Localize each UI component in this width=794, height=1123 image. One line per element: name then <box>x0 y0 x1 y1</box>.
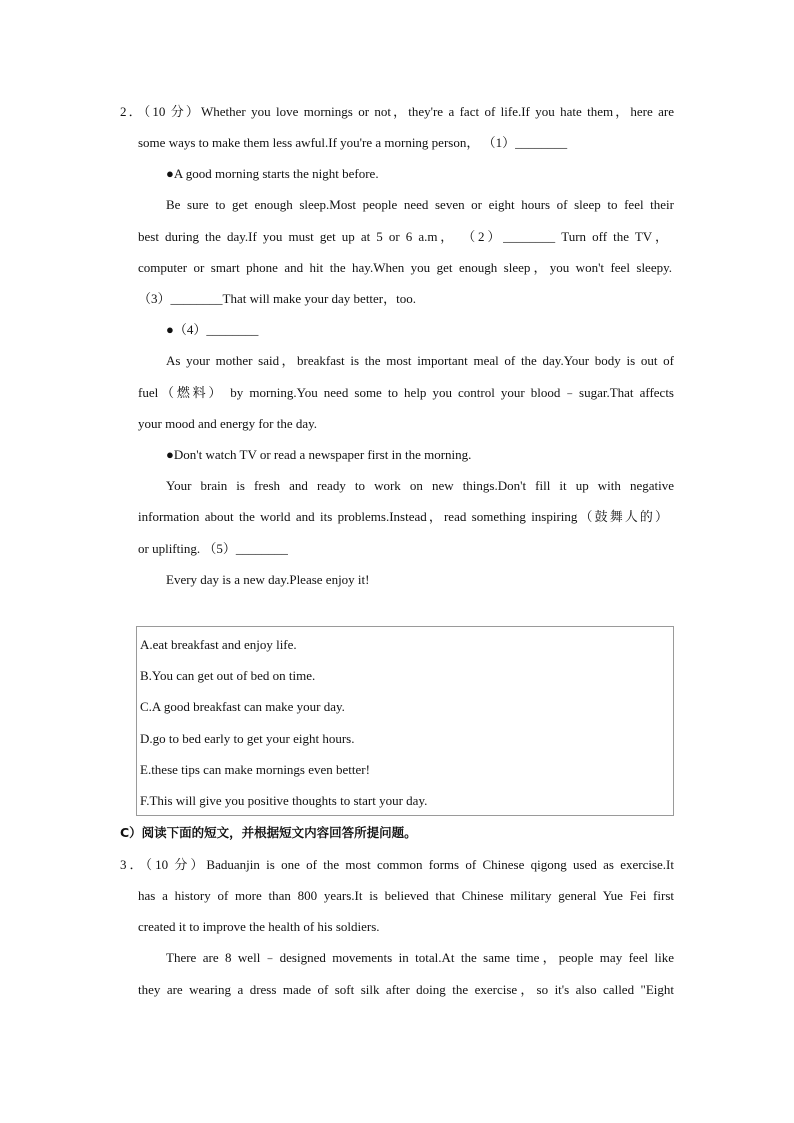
q2-p2-heading: ●（4）________ <box>166 322 259 337</box>
option-c: C.A good breakfast can make your day. <box>140 699 345 714</box>
q2-closing: Every day is a new day.Please enjoy it! <box>166 572 370 587</box>
q2-header-line-1: 2．（10 分）Whether you love mornings or not，they're a fact of life.If you hate them，here are <box>120 104 674 119</box>
q2-p1-line-4: （3）________That will make your day better，too. <box>138 291 417 306</box>
option-e: E.these tips can make mornings even better! <box>140 762 370 777</box>
option-a: A.eat breakfast and enjoy life. <box>140 637 297 652</box>
q2-p1-line-2: best during the day.If you must get up at 5 or 6 a.m， （2）________ Turn off the TV， <box>138 229 668 244</box>
q3-line-3: created it to improve the health of his soldiers. <box>138 919 380 934</box>
q2-p2-line-2: fuel（燃料） by morning.You need some to help you control your blood﹣sugar.That affects <box>138 385 674 400</box>
q2-p3-heading: ●Don't watch TV or read a newspaper first in the morning. <box>166 447 472 462</box>
options-box <box>136 626 674 816</box>
q2-header-line-2: some ways to make them less awful.If you're a morning person， （1）________ <box>138 135 568 150</box>
q3-line-2: has a history of more than 800 years.It is believed that Chinese military general Yue Fei first <box>138 888 674 903</box>
q3-line-5: they are wearing a dress made of soft silk after doing the exercise，so it's also called "Eight <box>138 982 674 997</box>
section-c-heading: C）阅读下面的短文，并根据短文内容回答所提问题。 <box>120 825 417 840</box>
q2-p3-line-1: Your brain is fresh and ready to work on new things.Don't fill it up with negative <box>166 478 674 493</box>
q2-p1-line-1: Be sure to get enough sleep.Most people need seven or eight hours of sleep to feel their <box>166 197 674 212</box>
q3-line-1: 3．（10 分）Baduanjin is one of the most common forms of Chinese qigong used as exercise.It <box>120 857 674 872</box>
option-b: B.You can get out of bed on time. <box>140 668 316 683</box>
q3-line-4: There are 8 well﹣designed movements in total.At the same time，people may feel like <box>166 950 674 965</box>
q2-p2-line-3: your mood and energy for the day. <box>138 416 318 431</box>
q2-p1-line-3: computer or smart phone and hit the hay.When you get enough sleep，you won't feel sleepy. <box>138 260 672 275</box>
q2-p3-line-2: information about the world and its problems.Instead，read something inspiring（鼓舞人的） <box>138 509 668 524</box>
q2-p3-line-3: or uplifting. （5）________ <box>138 541 288 556</box>
option-f: F.This will give you positive thoughts to start your day. <box>140 793 428 808</box>
q2-p2-line-1: As your mother said，breakfast is the most important meal of the day.Your body is out of <box>166 353 674 368</box>
q2-p1-heading: ●A good morning starts the night before. <box>166 166 379 181</box>
option-d: D.go to bed early to get your eight hours. <box>140 731 355 746</box>
